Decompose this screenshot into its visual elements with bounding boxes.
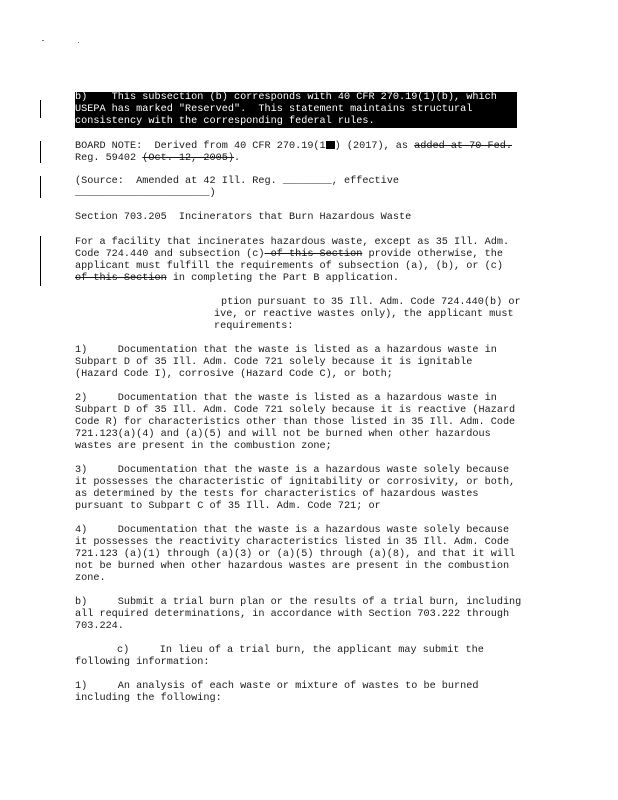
item-3-line: it possesses the characteristic of ignitability or corrosivity, or both, — [75, 477, 516, 488]
revision-bar — [40, 176, 41, 198]
highlight-line: consistency with the corresponding federal rules. — [75, 116, 375, 127]
source-line: (Source: Amended at 42 Ill. Reg. ________, effective — [75, 176, 400, 187]
intro-line: applicant must fulfill the requirements of subsection (a), (b), or (c) — [75, 261, 510, 272]
item-2-line: Subpart D of 35 Ill. Adm. Code 721 solely because it is reactive (Hazard — [75, 405, 516, 416]
item-1-line: (Hazard Code I), corrosive (Hazard Code C), or both; — [75, 369, 393, 380]
item-3-line: pursuant to Subpart C of 35 Ill. Adm. Code 721; or — [75, 501, 381, 512]
subsection-b-line: b) Submit a trial burn plan or the results of a trial burn, including — [75, 597, 522, 608]
scan-speck — [42, 40, 44, 41]
highlight-line: b) This subsection (b) corresponds with 40 CFR 270.19(1)(b), which — [75, 92, 497, 103]
item-4-line: 721.123 (a)(1) through (a)(3) or (a)(5) through (a)(8), and that it will — [75, 549, 516, 560]
item-c1-line: 1) An analysis of each waste or mixture of wastes to be burned — [75, 681, 479, 692]
revision-bar — [40, 141, 41, 163]
scan-speck — [78, 42, 79, 43]
item-4-line: it possesses the reactivity characteristics listed in 35 Ill. Adm. Code — [75, 537, 510, 548]
redaction-mark — [326, 141, 335, 149]
item-2-line: wastes are present in the combustion zone; — [75, 441, 332, 452]
item-1-line: Subpart D of 35 Ill. Adm. Code 721 solely because it is ignitable — [75, 357, 473, 368]
intro-line: of this Section in completing the Part B application. — [75, 273, 400, 284]
intro-line: Code 724.440 and subsection (c) of this Section provide otherwise, the — [75, 249, 503, 260]
subsection-c-line: following information: — [75, 657, 210, 668]
revision-bar — [40, 236, 41, 286]
item-1-line: 1) Documentation that the waste is listed as a hazardous waste in — [75, 345, 497, 356]
source-line: ______________________) — [75, 188, 216, 199]
item-4-line: not be burned when other hazardous wastes are present in the combustion — [75, 561, 510, 572]
revision-bar — [40, 100, 41, 118]
subsection-a-line: ive, or reactive wastes only), the applicant must — [214, 309, 514, 320]
subsection-a-line: requirements: — [214, 321, 294, 332]
item-4-line: 4) Documentation that the waste is a hazardous waste solely because — [75, 525, 510, 536]
highlighted-subsection-b — [75, 92, 517, 128]
highlight-line: USEPA has marked "Reserved". This statement maintains structural — [75, 104, 473, 115]
subsection-c-line: c) In lieu of a trial burn, the applicant may submit the — [117, 645, 484, 656]
item-3-line: 3) Documentation that the waste is a hazardous waste solely because — [75, 465, 510, 476]
intro-line: For a facility that incinerates hazardous waste, except as 35 Ill. Adm. — [75, 237, 510, 248]
subsection-b-line: all required determinations, in accordance with Section 703.222 through — [75, 609, 510, 620]
subsection-b-line: 703.224. — [75, 621, 124, 632]
item-2-line: 2) Documentation that the waste is listed as a hazardous waste in — [75, 393, 497, 404]
item-4-line: zone. — [75, 573, 106, 584]
item-c1-line: including the following: — [75, 693, 222, 704]
section-heading: Section 703.205 Incinerators that Burn Hazardous Waste — [75, 212, 412, 223]
board-note-line: Reg. 59402 (Oct. 12, 2005). — [75, 153, 241, 164]
board-note-line: BOARD NOTE: Derived from 40 CFR 270.19(1 ) (2017), as added at 70 Fed. — [75, 141, 512, 152]
subsection-a-line: ption pursuant to 35 Ill. Adm. Code 724.440(b) or — [221, 297, 521, 308]
item-2-line: 721.123(a)(4) and (a)(5) and will not be burned when other hazardous — [75, 429, 491, 440]
item-2-line: Code R) for characteristics other than those listed in 35 Ill. Adm. Code — [75, 417, 516, 428]
item-3-line: as determined by the tests for characteristics of hazardous wastes — [75, 489, 479, 500]
